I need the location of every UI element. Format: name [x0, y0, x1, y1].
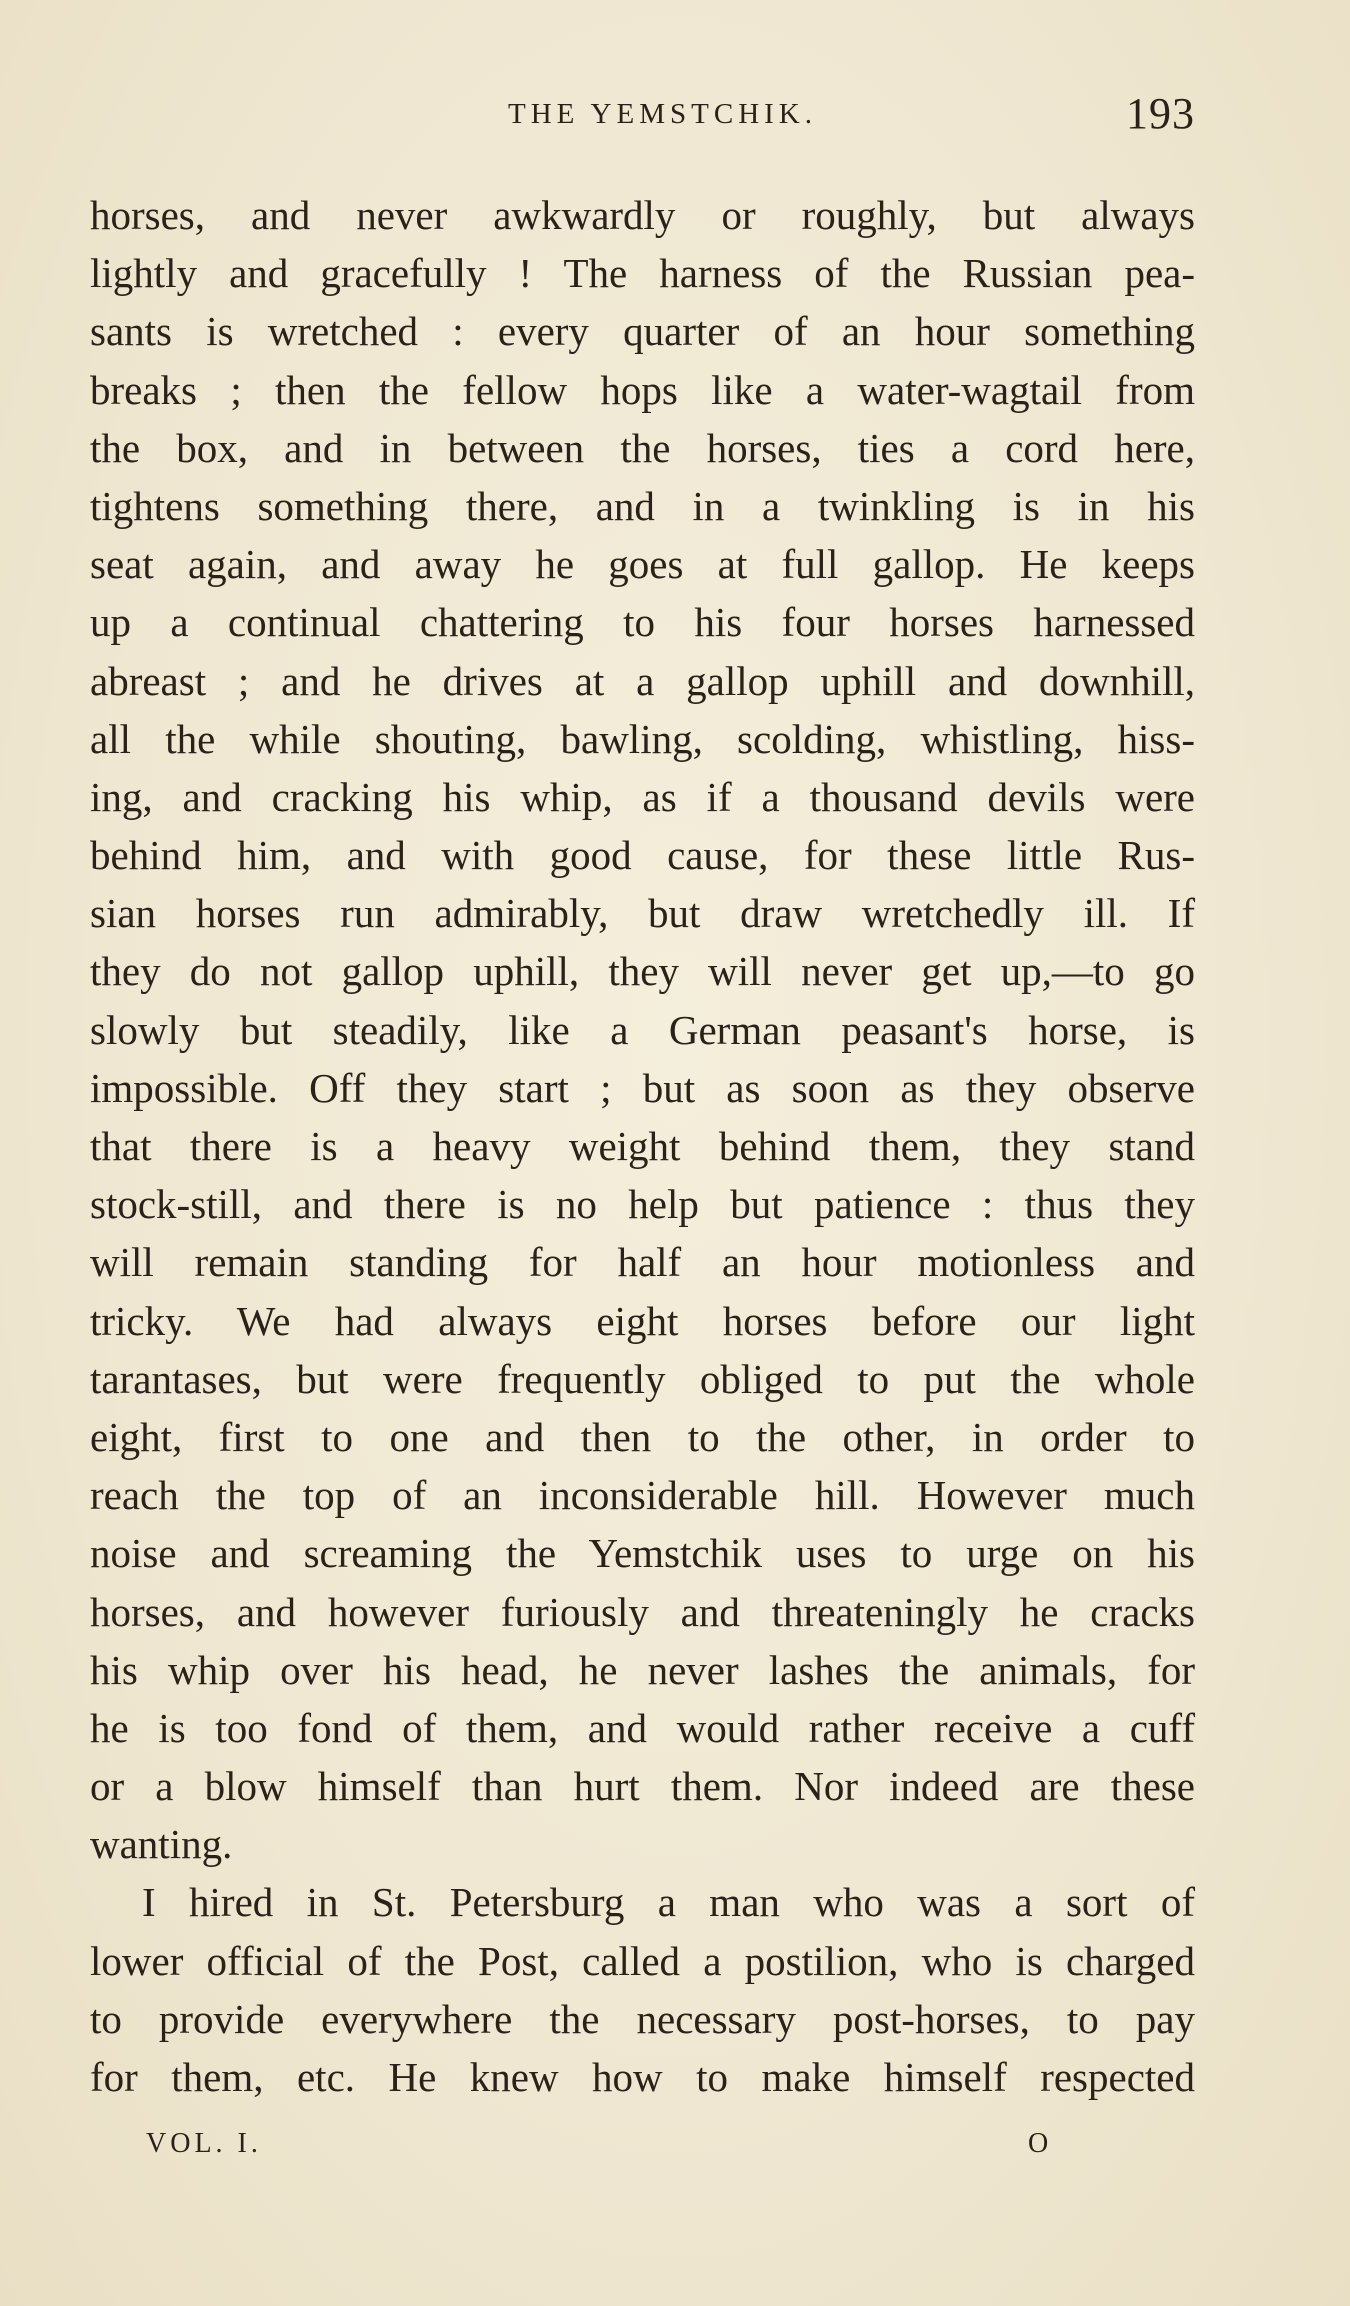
volume-signature: VOL. I. [146, 2128, 262, 2159]
text-line: they do not gallop uphill, they will never get up,—to go [90, 948, 1195, 995]
text-line: to provide everywhere the necessary post-horses, to pay [90, 1995, 1195, 2042]
signature-letter: O [1028, 2128, 1049, 2159]
text-line: tightens something there, and in a twinkling is in his [90, 482, 1195, 529]
text-line: tricky. We had always eight horses before our light [90, 1297, 1195, 1344]
text-line-paragraph-start: I hired in St. Petersburg a man who was a sort of [142, 1879, 1195, 1926]
text-line: slowly but steadily, like a German peasant's horse, is [90, 1006, 1195, 1053]
text-line: sian horses run admirably, but draw wretchedly ill. If [90, 890, 1195, 937]
body-text [90, 186, 1195, 2106]
text-line: lower official of the Post, called a postilion, who is charged [90, 1937, 1195, 1984]
text-line: behind him, and with good cause, for these little Rus- [90, 832, 1195, 879]
text-line: he is too fond of them, and would rather receive a cuff [90, 1704, 1195, 1751]
text-line: ing, and cracking his whip, as if a thousand devils were [90, 773, 1195, 820]
text-line: noise and screaming the Yemstchik uses to urge on his [90, 1530, 1195, 1577]
text-line: lightly and gracefully ! The harness of the Russian pea- [90, 250, 1195, 297]
text-line: his whip over his head, he never lashes the animals, for [90, 1646, 1195, 1693]
text-line: seat again, and away he goes at full gallop. He keeps [90, 541, 1195, 588]
text-line: that there is a heavy weight behind them, they stand [90, 1123, 1195, 1169]
text-line: or a blow himself than hurt them. Nor indeed are these [90, 1763, 1195, 1810]
text-line-paragraph-end: wanting. [90, 1821, 233, 1868]
text-line: abreast ; and he drives at a gallop uphill and downhill, [90, 657, 1195, 704]
text-line: up a continual chattering to his four horses harnessed [90, 599, 1195, 646]
text-line: eight, first to one and then to the other, in order to [90, 1413, 1195, 1460]
text-line: all the while shouting, bawling, scolding, whistling, hiss- [90, 715, 1195, 762]
text-line: horses, and however furiously and threateningly he cracks [90, 1588, 1195, 1635]
text-line: for them, etc. He knew how to make himself respected [90, 2054, 1195, 2100]
text-line: tarantases, but were frequently obliged to put the whole [90, 1355, 1195, 1402]
text-line: horses, and never awkwardly or roughly, but always [90, 192, 1195, 238]
page-number: 193 [1126, 89, 1195, 138]
text-line: stock-still, and there is no help but patience : thus they [90, 1181, 1195, 1228]
text-line: the box, and in between the horses, ties a cord here, [90, 424, 1195, 471]
text-line: sants is wretched : every quarter of an hour something [90, 308, 1195, 355]
text-line: will remain standing for half an hour motionless and [90, 1239, 1195, 1286]
text-line: reach the top of an inconsiderable hill. However much [90, 1472, 1195, 1519]
running-head [90, 88, 1195, 148]
page-footer [90, 2128, 1195, 2168]
running-title: THE YEMSTCHIK. [508, 98, 817, 130]
text-line: impossible. Off they start ; but as soon as they observe [90, 1064, 1195, 1111]
text-line: breaks ; then the fellow hops like a water-wagtail from [90, 366, 1195, 413]
